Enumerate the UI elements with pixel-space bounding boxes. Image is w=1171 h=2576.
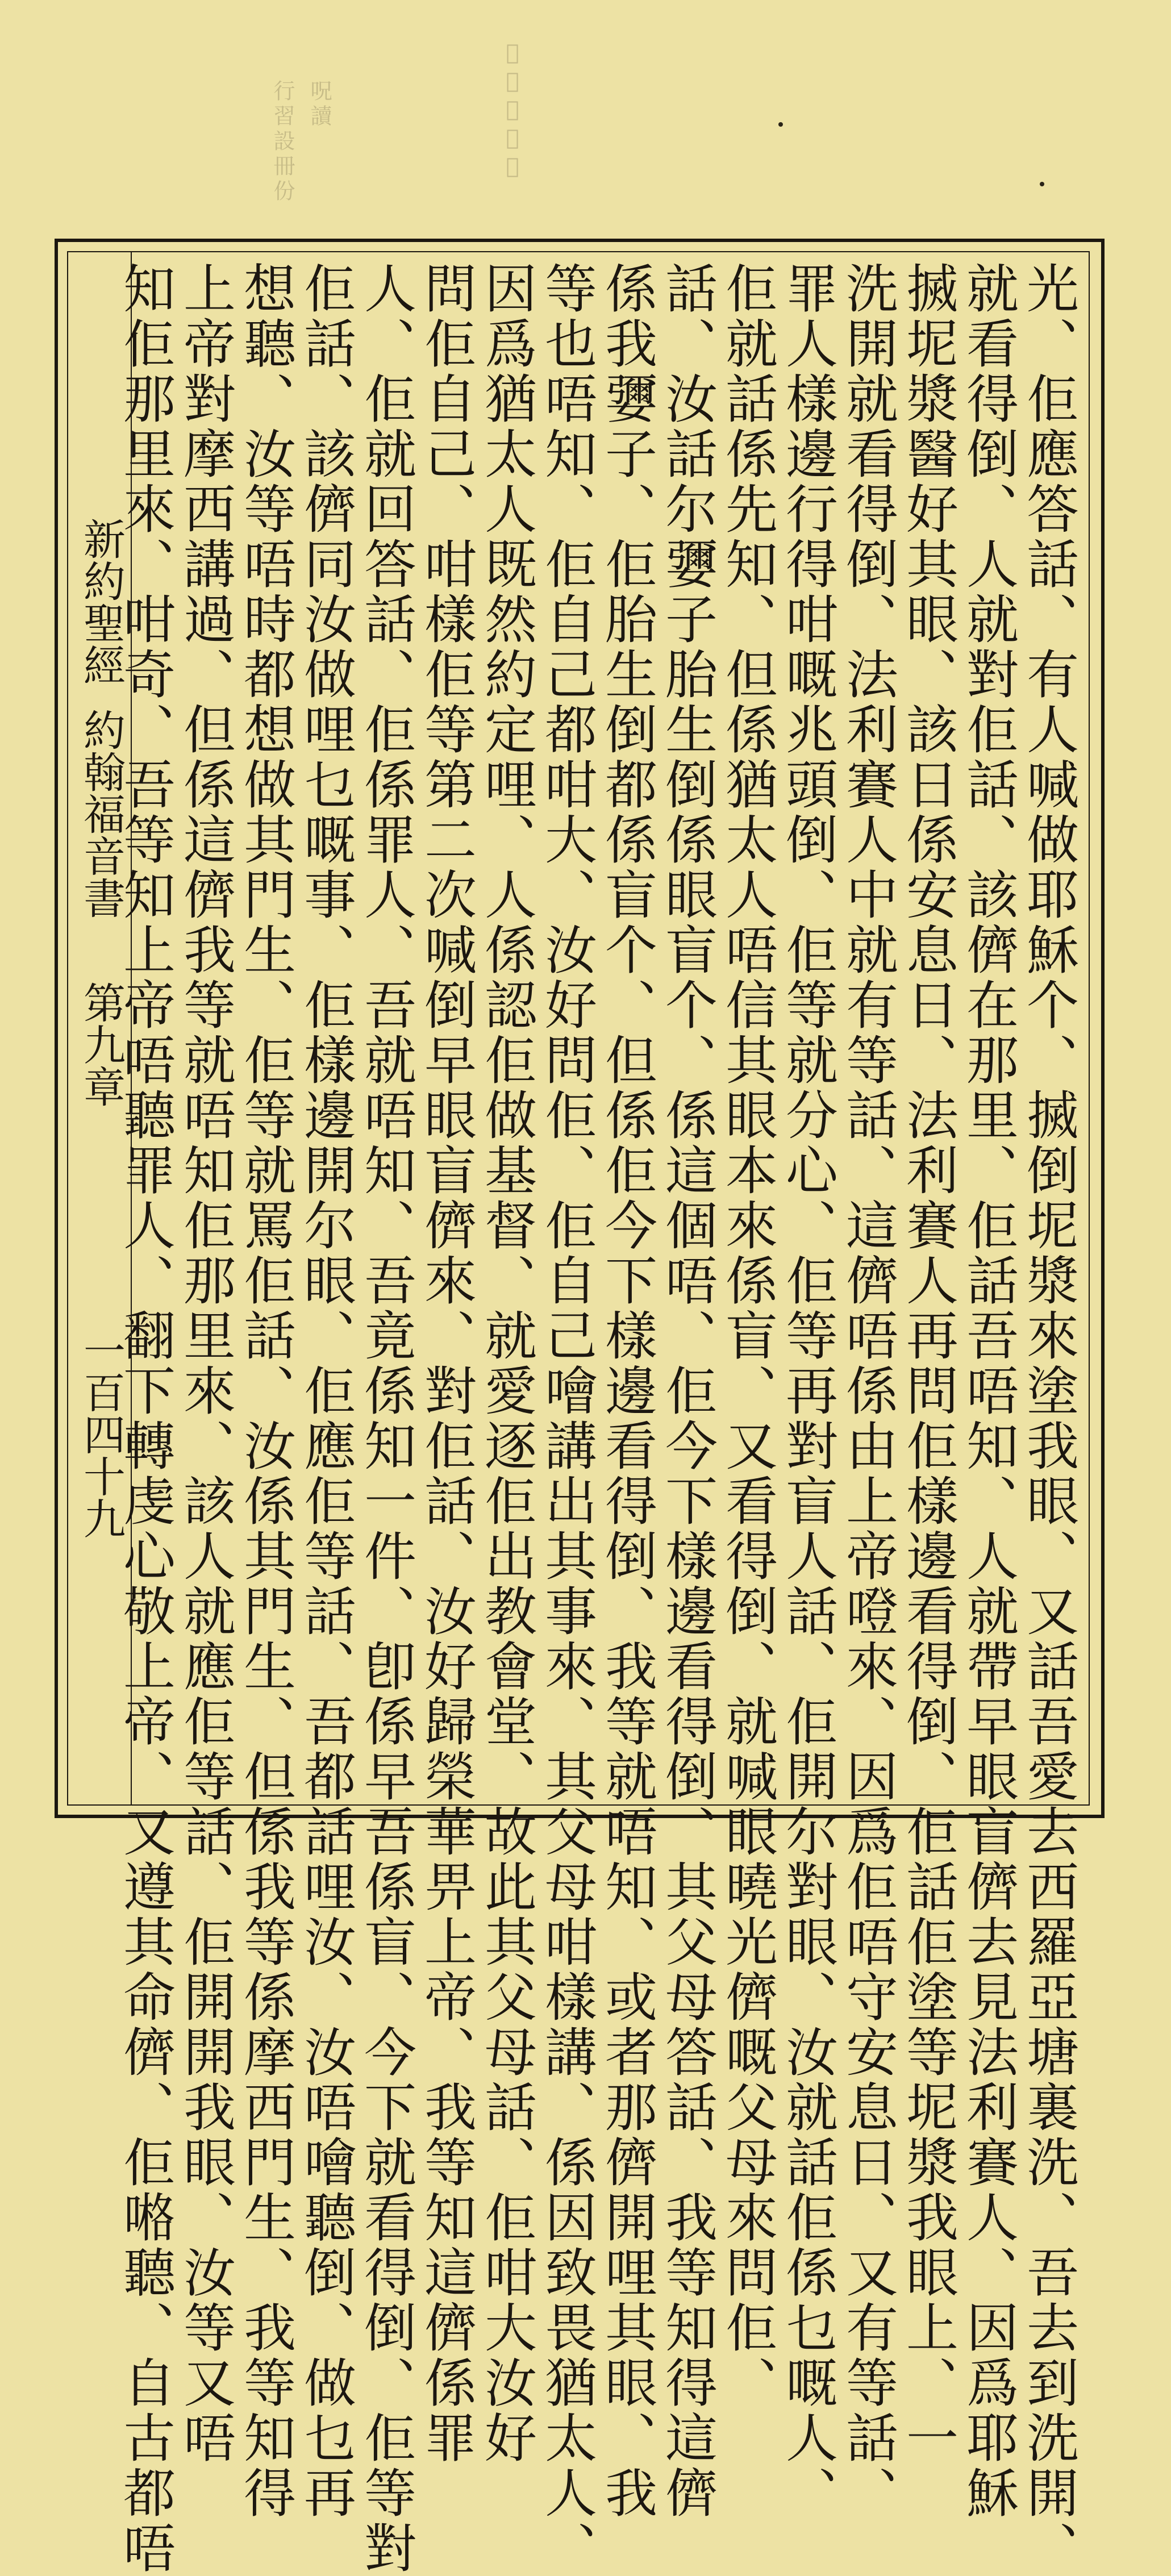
text-column: 話、汝話尔㜷子胎生倒係眼盲个、係這個唔、佢今下樣邊看得倒、其父母答話、我等知得這儕 — [657, 261, 718, 2521]
bleed-through-text: 𠰃故同共年 — [500, 40, 525, 182]
text-column: 搣坭漿醫好其眼、該日係安息日、法利賽人再問佢樣邊看得倒、佢話佢塗等坭漿我眼上、一 — [898, 261, 959, 2466]
print-speck — [1040, 182, 1044, 186]
bleed-through-text: 行習設冊份 — [270, 80, 295, 205]
print-speck — [778, 122, 783, 127]
text-column: 佢話、該儕同汝做哩乜嘅事、佢樣邊開尔眼、佢應佢等話、吾都話哩汝、汝唔噲聽倒、做乜再 — [295, 261, 356, 2521]
scripture-text — [115, 261, 1079, 2576]
text-column: 問佢自己、咁樣佢等第二次喊倒早眼盲儕來、對佢話、汝好歸榮華畀上帝、我等知這儕係罪 — [416, 261, 477, 2466]
text-column: 係我㜷子、佢胎生倒都係盲个、但係佢今下樣邊看得倒、我等就唔知、或者那儕開哩其眼、我 — [597, 261, 657, 2521]
text-column: 罪人樣邊行得咁嘅兆頭倒、佢等就分心、佢等再對盲人話、佢開尔對眼、汝就話佢係乜嘅人、 — [777, 261, 838, 2521]
text-column: 想聽、汝等唔時都想做其門生、佢等就罵佢話、汝係其門生、但係我等係摩西門生、我等知得 — [235, 261, 296, 2521]
chapter-label: 第九章 — [77, 981, 126, 1107]
text-column: 佢就話係先知、但係猶太人唔信其眼本來係盲、又看得倒、就喊眼曉光儕嘅父母來問佢、 — [717, 261, 778, 2411]
text-column: 上帝對摩西講過、但係這儕我等就唔知佢那里來、該人就應佢等話、佢開開我眼、汝等又唔 — [175, 261, 236, 2466]
text-column: 知佢那里來、咁奇、吾等知上帝唔聽罪人、翻下轉虔心敬上帝、又遵其命儕、佢𠺝聽、自古都唔 — [115, 261, 176, 2576]
text-column: 因爲猶太人既然約定哩、人係認佢做基督、就愛逐佢出教會堂、故此其父母話、佢咁大汝好 — [476, 261, 537, 2466]
gospel-title: 約翰福音書 — [77, 708, 126, 919]
page-number: 一百四十九 — [77, 1329, 126, 1539]
text-column: 就看得倒、人就對佢話、該儕在那里、佢話吾唔知、人就帶早眼盲儕去見法利賽人、因爲耶穌 — [958, 261, 1019, 2521]
text-column: 洗開就看得倒、法利賽人中就有等話、這儕唔係由上帝噔來、因爲佢唔守安息日、又有等話、 — [837, 261, 898, 2521]
text-column: 光、佢應答話、有人喊做耶穌个、搣倒坭漿來塗我眼、又話吾愛去西羅亞塘裏洗、吾去到洗開、 — [1018, 261, 1079, 2576]
bleed-through-text: 呪讀 — [307, 80, 332, 130]
text-column: 人、佢就回答話、佢係罪人、吾就唔知、吾竟係知一件、卽係早吾係盲、今下就看得倒、佢等對 — [356, 261, 416, 2576]
text-column: 等也唔知、佢自己都咁大、汝好問佢、佢自己噲講出其事來、其父母咁樣講、係因致畏猶太人、 — [536, 261, 597, 2576]
book-title: 新約聖經 — [77, 518, 126, 686]
